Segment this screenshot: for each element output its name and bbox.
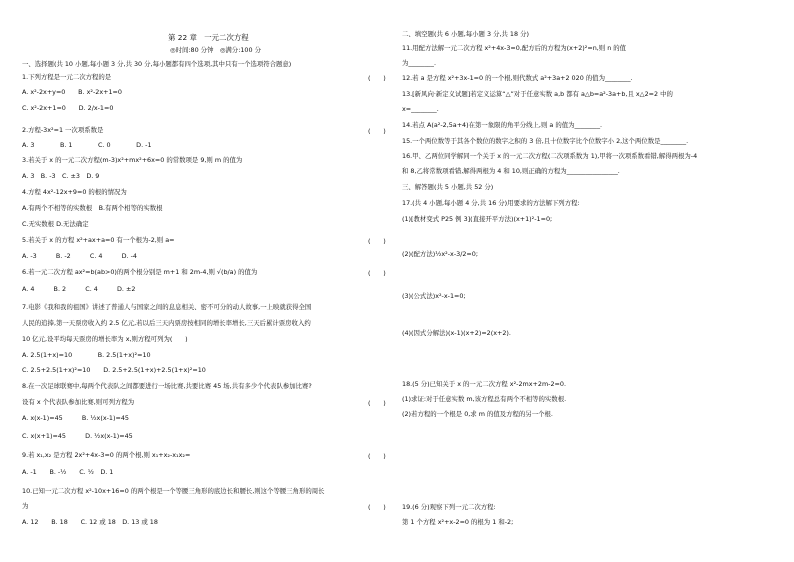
answer-blank-10: ( ) (368, 503, 386, 511)
page-title: 第 22 章 一元二次方程 (168, 33, 249, 42)
answer-blank-1: ( ) (368, 74, 386, 82)
answer-blank-8: ( ) (368, 399, 386, 407)
question-9-options: A. -1 B. -½ C. ½ D. 1 (22, 468, 114, 476)
question-4-options-ab: A.有两个不相等的实数根 B.有两个相等的实数根 (22, 204, 163, 212)
question-2: 2.方程-3x²=1 一次项系数是 (22, 126, 104, 134)
question-11-line-2: 为________. (402, 59, 436, 67)
question-1-options-cd: C. x²-2x+1=0 D. 2/x-1=0 (22, 104, 114, 112)
answer-blank-9: ( ) (368, 452, 386, 460)
question-5: 5.若关于 x 的方程 x²+ax+a=0 有一个根为-2,则 a= (22, 236, 175, 244)
question-17-part-3: (3)(公式法)x²-x-1=0; (402, 292, 466, 300)
section-answer-heading: 三、解答题(共 5 小题,共 52 分) (402, 183, 494, 191)
question-16-line-2: 和 8,乙将常数项看错,解得两根为 4 和 10,则正确的方程为________________. (402, 167, 620, 175)
question-9: 9.若 x₁,x₂ 是方程 2x²+4x-3=0 的两个根,则 x₁+x₂-x₁x₂= (22, 451, 191, 459)
question-3: 3.若关于 x 的一元二次方程(m-3)x²+mx²+6x=0 的常数项是 9,则 m 的值为 (22, 156, 243, 164)
question-4: 4.方程 4x²-12x+9=0 的根的情况为 (22, 188, 127, 196)
question-14: 14.若点 A(a²-2,5a+4)在第一象限的角平分线上,则 a 的值为________. (402, 121, 603, 129)
question-10-line-1: 10.已知一元二次方程 x²-10x+16=0 的两个根是一个等腰三角形的底边长和腰长,则这个等腰三角形的周长 (22, 487, 325, 495)
question-19: 19.(6 分)观察下列一元二次方程: (402, 503, 496, 511)
section-fill-heading: 二、填空题(共 6 小题,每小题 3 分,共 18 分) (402, 30, 529, 38)
question-18: 18.(5 分)已知关于 x 的一元二次方程 x²-2mx+2m-2=0. (402, 380, 567, 388)
question-8-line-2: 设有 x 个代表队参加比赛,则可列方程为 (22, 398, 135, 406)
section-choice-heading: 一、选择题(共 10 小题,每小题 3 分,共 30 分,每小题都有四个选项,其中只有一个选项符合题意) (22, 60, 292, 68)
question-4-options-cd: C.无实数根 D.无法确定 (22, 220, 89, 228)
exam-meta: ◎时间:80 分钟 ◎满分:100 分 (170, 46, 261, 54)
question-7-line-2: 人民的追捧,第一天票房收入约 2.5 亿元,若以后三天内票房按相同的增长率增长,三天后累计票房收入约 (22, 319, 311, 327)
question-17-part-1: (1)[教材变式 P25 例 3](直接开平方法)(x+1)²-1=0; (402, 215, 553, 223)
question-1-options-ab: A. x²-2x+y=0 B. x²-2x+1=0 (22, 88, 122, 96)
question-18-part-2: (2)若方程的一个根是 0,求 m 的值及方程的另一个根. (402, 410, 553, 418)
answer-blank-6: ( ) (368, 269, 386, 277)
question-13-line-1: 13.[新风向·新定义试题]若定义运算“△”对于任意实数 a,b 都有 a△b=a²-3a+b,且 x△2=2 中的 (402, 90, 673, 98)
question-7-line-1: 7.电影《我和我的祖国》讲述了普通人与国家之间的息息相关、密不可分的动人故事,一上映就获得全国 (22, 303, 312, 311)
question-12: 12.若 a 是方程 x²+3x-1=0 的一个根,则代数式 a²+3a+2 020 的值为________. (402, 74, 633, 82)
question-13-line-2: x=________. (402, 105, 439, 113)
question-11-line-1: 11.用配方法解一元二次方程 x²+4x-3=0,配方后的方程为(x+2)²=n,则 n 的值 (402, 44, 627, 52)
question-3-options: A. 3 B. -3 C. ±3 D. 9 (22, 172, 100, 180)
question-5-options: A. -3 B. -2 C. 4 D. -4 (22, 252, 137, 260)
question-17-part-2: (2)(配方法)½x²-x-3/2=0; (402, 250, 479, 258)
question-10-options: A. 12 B. 18 C. 12 或 18 D. 13 或 18 (22, 518, 158, 526)
question-19-line-2: 第 1 个方程 x²+x-2=0 的根为 1 和-2; (402, 518, 514, 526)
question-6: 6.若一元二次方程 ax²=b(ab>0)的两个根分别是 m+1 和 2m-4,则 √(b/a) 的值为 (22, 268, 258, 276)
question-10-line-2: 为 (22, 502, 29, 510)
question-7-options-cd: C. 2.5+2.5(1+x)²=10 D. 2.5+2.5(1+x)+2.5(1+x)²=10 (22, 366, 206, 374)
question-8-options-ab: A. x(x-1)=45 B. ½x(x-1)=45 (22, 414, 129, 422)
question-7-line-3: 10 亿元,设平均每天票房的增长率为 x,则方程可列为( ) (22, 335, 188, 343)
question-8-line-1: 8.在一次足球联赛中,每两个代表队之间都要进行一场比赛,共要比赛 45 场,共有多少个代表队参加比赛? (22, 382, 312, 390)
question-6-options: A. 4 B. 2 C. 4 D. ±2 (22, 285, 136, 293)
answer-blank-5: ( ) (368, 237, 386, 245)
question-2-options: A. 3 B. 1 C. 0 D. -1 (22, 141, 152, 149)
question-17: 17.(共 4 小题,每小题 4 分,共 16 分)用要求的方法解下列方程: (402, 199, 580, 207)
answer-blank-2: ( ) (368, 127, 386, 135)
question-1: 1.下列方程是一元二次方程的是 (22, 73, 112, 81)
question-15: 15.一个两位数等于其各个数位的数字之积的 3 倍,且十位数字比个位数字小 2,这个两位数是________. (402, 137, 689, 145)
question-17-part-4: (4)(因式分解法)(x-1)(x+2)=2(x+2). (402, 329, 511, 337)
question-7-options-ab: A. 2.5(1+x)=10 B. 2.5(1+x)²=10 (22, 351, 151, 359)
question-8-options-cd: C. x(x+1)=45 D. ½x(x-1)=45 (22, 432, 133, 440)
question-16-line-1: 16.甲、乙两位同学解同一个关于 x 的一元二次方程(二次项系数为 1),甲将一次项系数看错,解得两根为-4 (402, 152, 698, 160)
question-18-part-1: (1)求证:对于任意实数 m,该方程总有两个不相等的实数根. (402, 395, 567, 403)
